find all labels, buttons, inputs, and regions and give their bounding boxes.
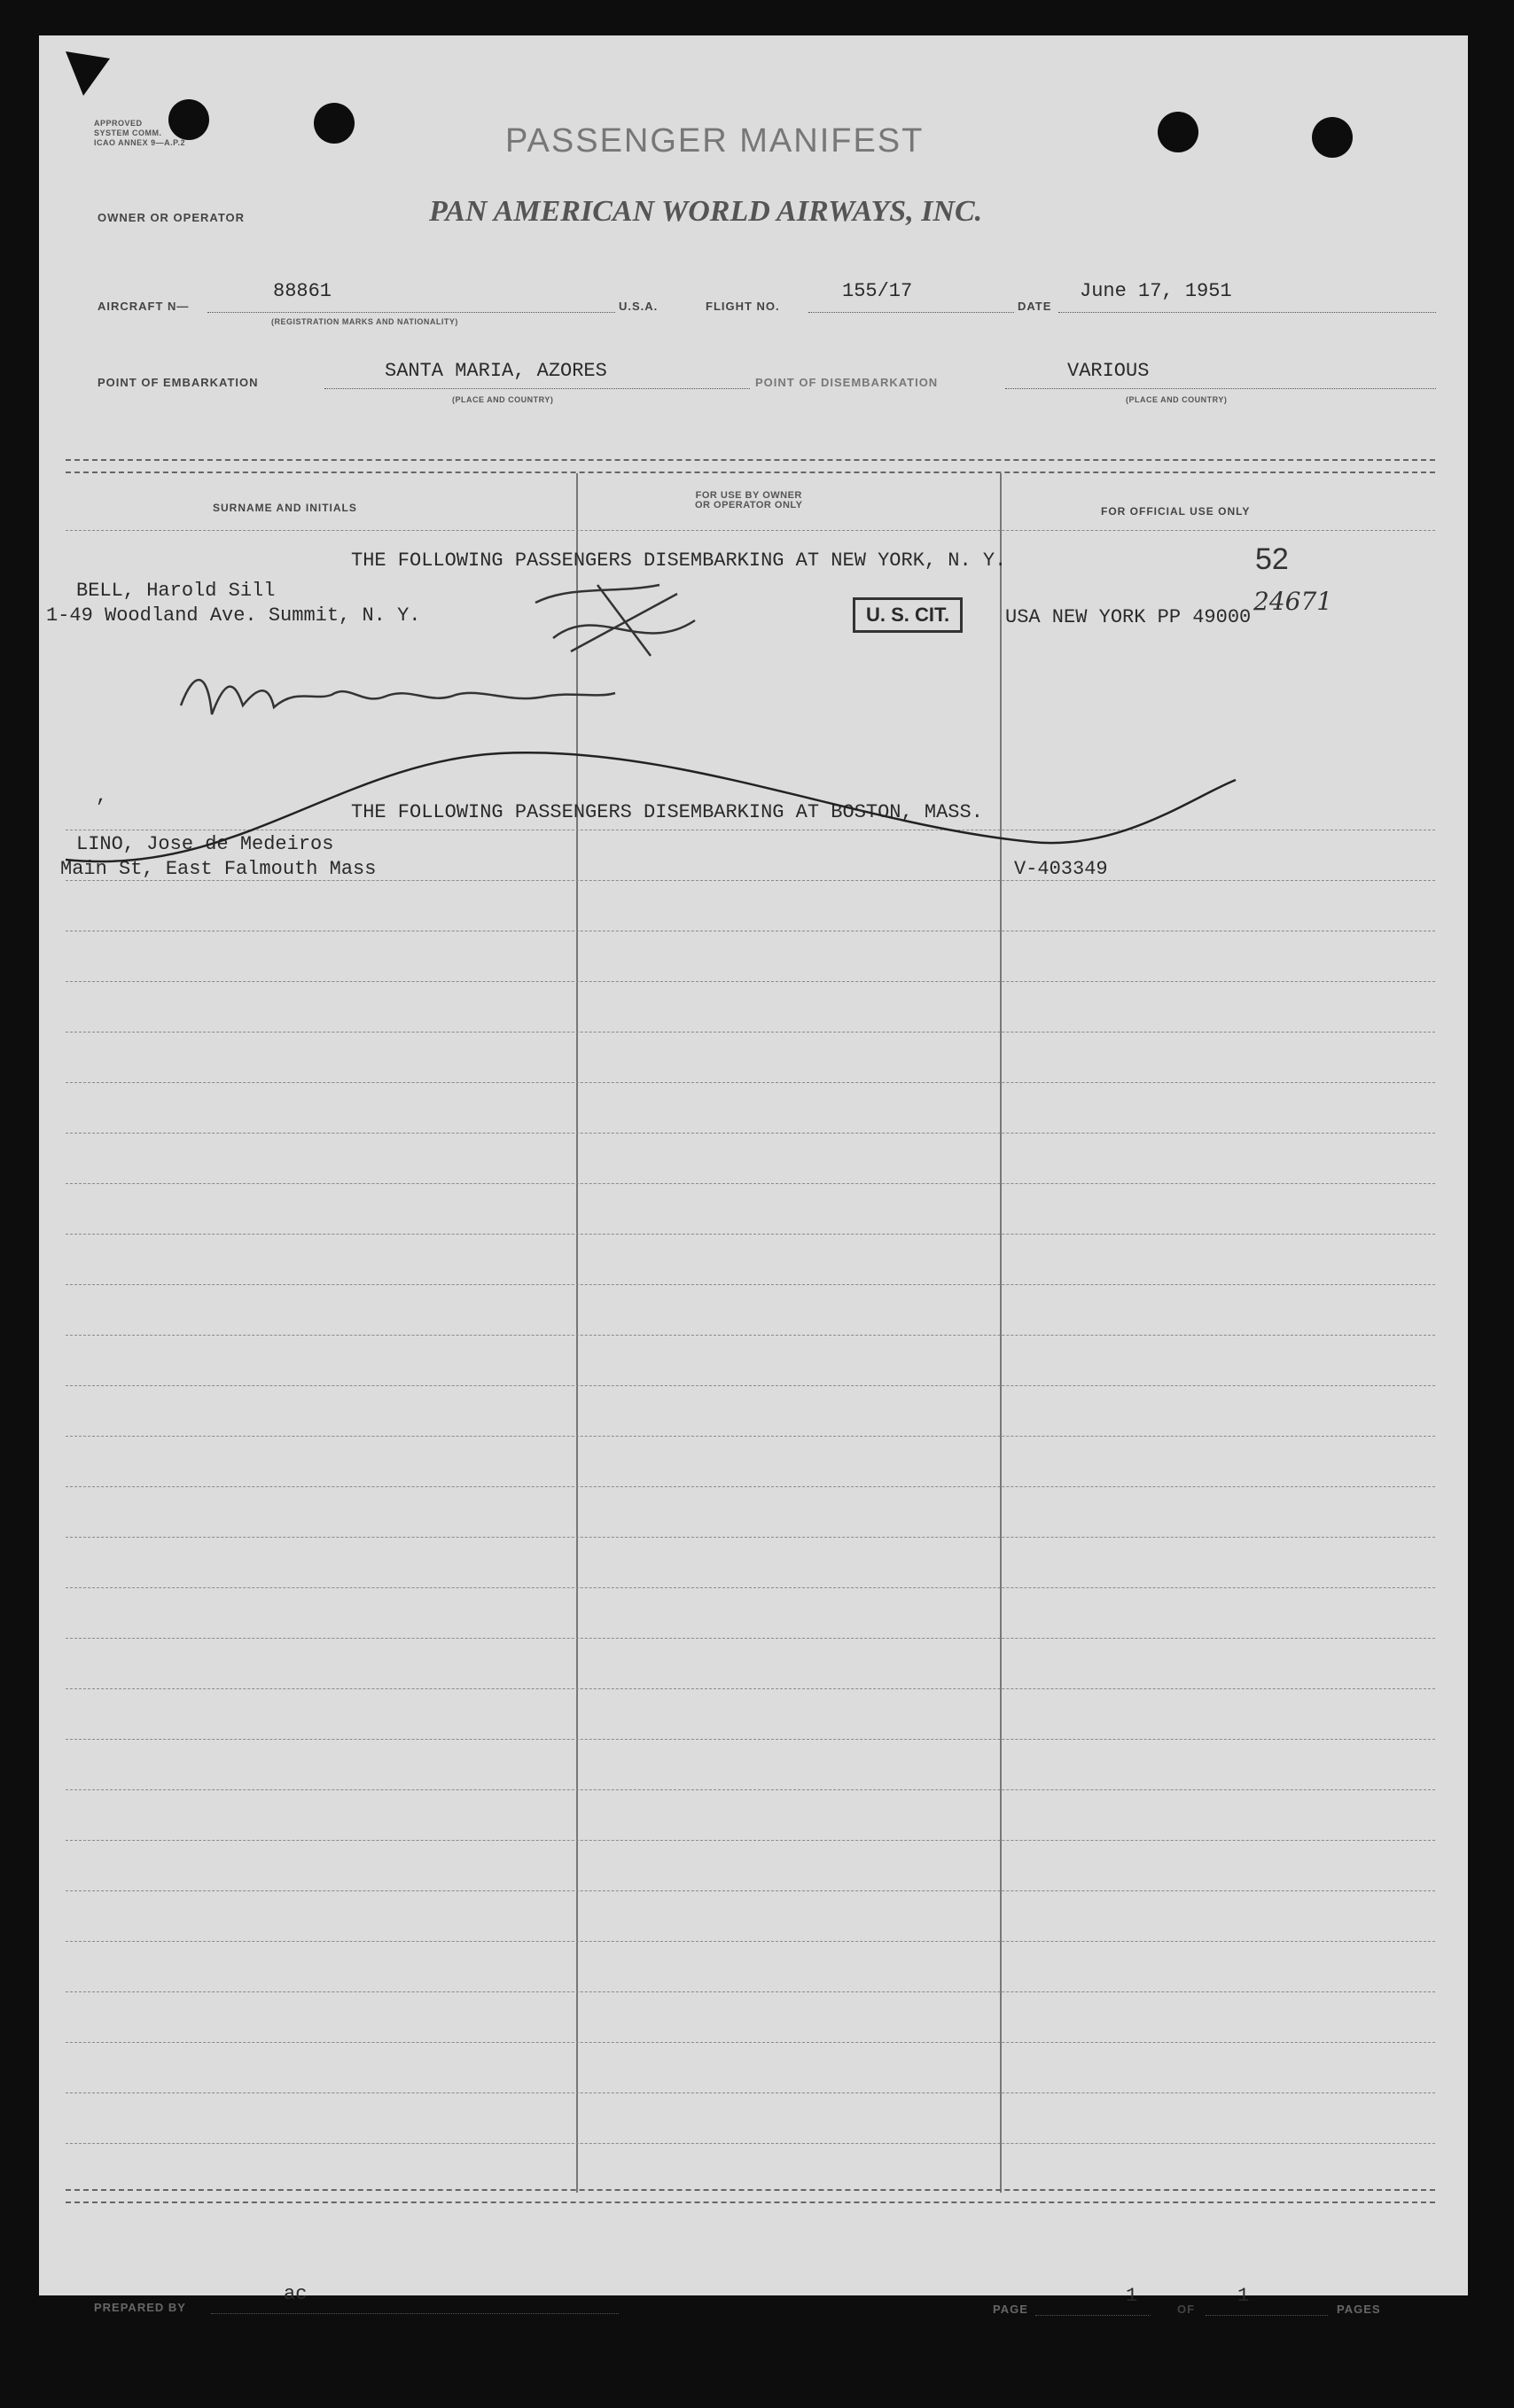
aircraft-sublabel: (REGISTRATION MARKS AND NATIONALITY) [271,317,458,326]
prepared-value: ac [284,2283,308,2305]
manifest-sheet [39,35,1468,2316]
usa-label: U.S.A. [619,300,659,313]
date-value: June 17, 1951 [1080,280,1232,302]
approval-note: APPROVED SYSTEM COMM. ICAO ANNEX 9—A.P.2 [94,119,186,147]
punch-hole [1312,117,1353,158]
page-title: PASSENGER MANIFEST [505,122,925,160]
disembarkation-label: POINT OF DISEMBARKATION [755,376,939,389]
embarkation-label: POINT OF EMBARKATION [98,376,259,389]
pages-label: PAGES [1337,2303,1381,2316]
handwritten-number: 24671 [1253,587,1333,616]
column-header-owner: FOR USE BY OWNER OR OPERATOR ONLY [695,490,803,510]
official-entry: USA NEW YORK PP 49000 [1005,606,1252,628]
embarkation-value: SANTA MARIA, AZORES [385,360,607,382]
of-label: OF [1177,2303,1196,2316]
disembarkation-sublabel: (PLACE AND COUNTRY) [1126,395,1228,404]
disembarkation-value: VARIOUS [1067,360,1150,382]
flight-label: FLIGHT NO. [706,300,780,313]
column-header-surname: SURNAME AND INITIALS [213,502,357,514]
owner-label: OWNER OR OPERATOR [98,211,246,224]
citizenship-stamp: U. S. CIT. [853,597,963,633]
flight-value: 155/17 [842,280,913,302]
passenger-name: BELL, Harold Sill [76,580,276,602]
punch-hole [1158,112,1198,152]
punch-hole [314,103,355,144]
column-header-official: FOR OFFICIAL USE ONLY [1101,505,1251,518]
torn-corner-mark [66,51,119,105]
date-label: DATE [1018,300,1052,313]
passenger-address: 1-49 Woodland Ave. Summit, N. Y. [46,604,421,627]
page-label: PAGE [993,2303,1028,2316]
page-value: 1 [1126,2285,1138,2307]
official-entry: V-403349 [1014,858,1108,880]
passenger-address: Main St, East Falmouth Mass [60,858,377,880]
owner-value: PAN AMERICAN WORLD AIRWAYS, INC. [429,195,983,228]
aircraft-value: 88861 [273,280,332,302]
ny-heading: THE FOLLOWING PASSENGERS DISEMBARKING AT NEW YORK, N. Y. [351,549,1007,572]
boston-heading: THE FOLLOWING PASSENGERS DISEMBARKING AT BOSTON, MASS. [351,801,983,823]
strike-through-line [57,727,1245,904]
signature-mark [172,652,651,732]
aircraft-label: AIRCRAFT N— [98,300,190,313]
passenger-name: LINO, Jose de Medeiros [76,833,334,855]
ny-count: 52 [1255,542,1289,576]
embarkation-sublabel: (PLACE AND COUNTRY) [452,395,554,404]
comma-mark: , [96,785,108,807]
pages-value: 1 [1237,2285,1250,2307]
handwritten-cross-mark [518,567,713,665]
prepared-label: PREPARED BY [94,2301,186,2314]
